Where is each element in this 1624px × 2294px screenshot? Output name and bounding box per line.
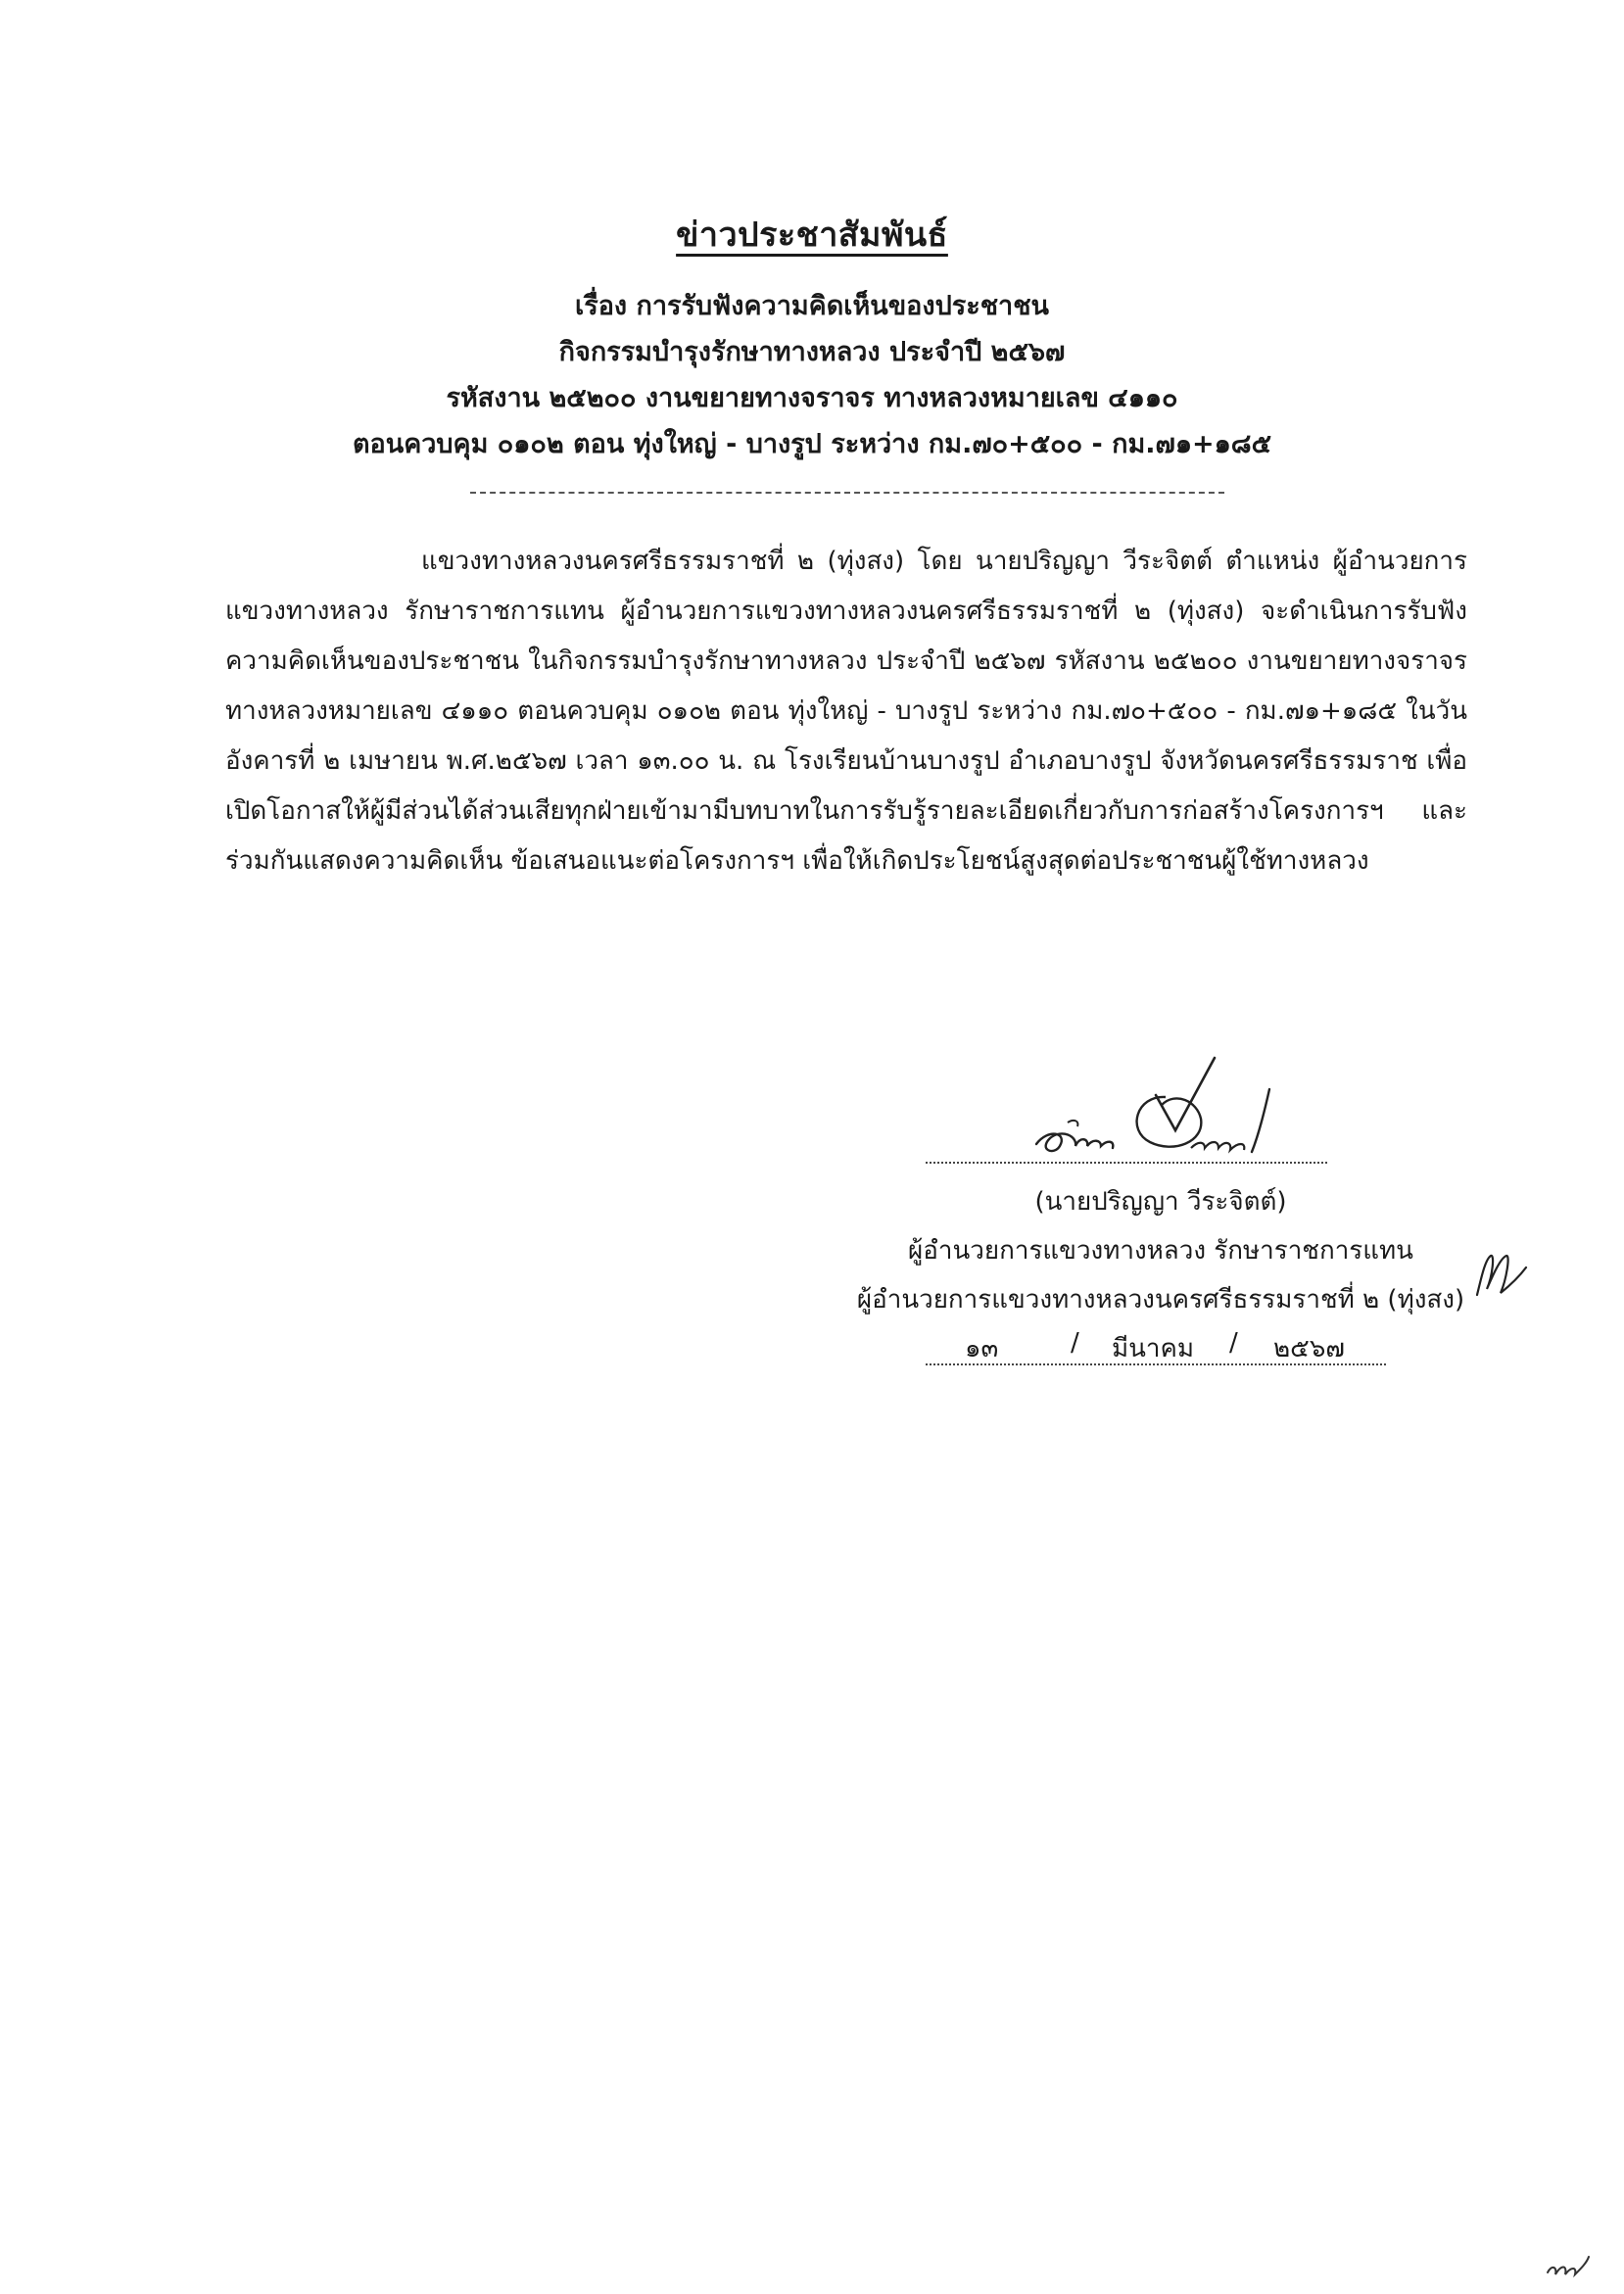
date-month: มีนาคม xyxy=(1112,1334,1195,1363)
control-section-line: ตอนควบคุม ๐๑๐๒ ตอน ทุ่งใหญ่ - บางรูป ระหว่าง กม.๗๐+๕๐๐ - กม.๗๑+๑๘๕ xyxy=(352,429,1271,459)
signatory-position-2: ผู้อำนวยการแขวงทางหลวงนครศรีธรรมราชที่ ๒ (ทุ่งสง) xyxy=(856,1285,1465,1314)
signature-line xyxy=(926,1162,1327,1164)
signatory-position-1: ผู้อำนวยการแขวงทางหลวง รักษาราชการแทน xyxy=(908,1236,1413,1266)
document-title: ข่าวประชาสัมพันธ์ xyxy=(676,215,948,255)
initials-mark xyxy=(1471,1246,1530,1305)
date-separator: / xyxy=(1071,1328,1079,1358)
handwritten-page-mark xyxy=(1544,2251,1593,2280)
project-code-line: รหัสงาน ๒๕๒๐๐ งานขยายทางจราจร ทางหลวงหมายเลข ๔๑๑๐ xyxy=(446,383,1178,413)
date-day: ๑๓ xyxy=(965,1334,999,1363)
date-separator: / xyxy=(1229,1328,1238,1358)
date-year: ๒๕๖๗ xyxy=(1273,1334,1345,1363)
signatory-name: (นายปริญญา วีระจิตต์) xyxy=(1034,1187,1287,1217)
signature-image xyxy=(1019,1048,1313,1161)
signing-date xyxy=(926,1328,1386,1365)
header-divider xyxy=(470,492,1224,494)
activity-line: กิจกรรมบำรุงรักษาทางหลวง ประจำปี ๒๕๖๗ xyxy=(558,337,1066,367)
subject-line: เรื่อง การรับฟังความคิดเห็นของประชาชน xyxy=(574,291,1049,321)
body-paragraph: แขวงทางหลวงนครศรีธรรมราชที่ ๒ (ทุ่งสง) โดย นายปริญญา วีระจิตต์ ตำแหน่ง ผู้อำนวยการแขวงทางหลวง รักษาราชการแทน ผู้อำนวยการแขวงทางหลวงนครศรีธรรมราชที่ ๒ (ทุ่งสง) จะดำเนินการรับฟังความคิดเห็นของประชาชน ในกิจกรรมบำรุงรักษาทางหลวง ประจำปี ๒๕๖๗ รหัสงาน ๒๕๒๐๐ งานขยายทางจราจร ทางหลวงหมายเลข ๔๑๑๐ ตอนควบคุม ๐๑๐๒ ตอน ทุ่งใหญ่ - บางรูป ระหว่าง กม.๗๐+๕๐๐ - กม.๗๑+๑๘๕ ในวันอังคารที่ ๒ เมษายน พ.ศ.๒๕๖๗ เวลา ๑๓.๐๐ น. ณ โรงเรียนบ้านบางรูป อำเภอบางรูป จังหวัดนครศรีธรรมราช เพื่อเปิดโอกาสให้ผู้มีส่วนได้ส่วนเสียทุกฝ่ายเข้ามามีบทบาทในการรับรู้รายละเอียดเกี่ยวกับการก่อสร้างโครงการฯ และร่วมกันแสดงความคิดเห็น ข้อเสนอแนะต่อโครงการฯ เพื่อให้เกิดประโยชน์สูงสุดต่อประชาชนผู้ใช้ทางหลวง xyxy=(225,547,1467,876)
